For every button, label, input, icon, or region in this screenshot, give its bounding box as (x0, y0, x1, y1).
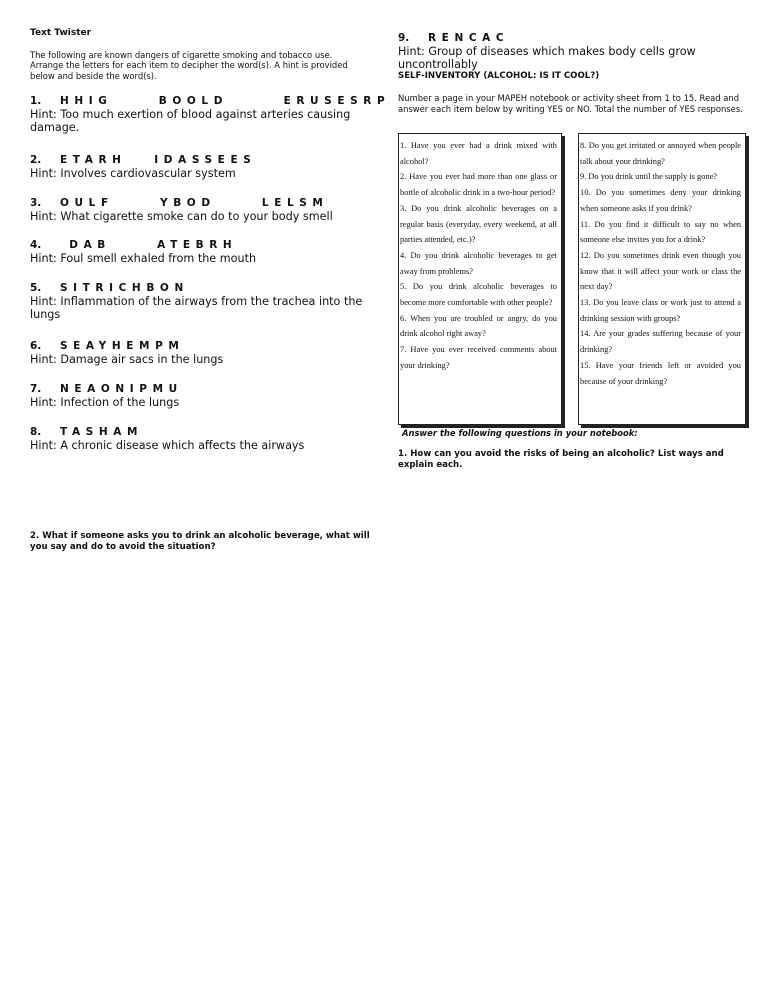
item-number: 9. (398, 32, 410, 44)
inventory-question: 5. Do you drink alcoholic beverages to become more comfortable with other people? (400, 282, 557, 308)
inventory-question: 3. Do you drink alcoholic beverages on a regular basis (everyday, every weekend, at all parties attended, etc.)? (400, 203, 557, 245)
inventory-question: 11. Do you find it difficult to say no when someone else invites you for a drink? (580, 219, 741, 245)
inventory-question: 15. Have your friends left or avoided you because of your drinking? (580, 360, 741, 386)
question-1: 1. How can you avoid the risks of being an alcoholic? List ways and explain each. (398, 449, 724, 470)
puzzle-item-3 (30, 197, 375, 223)
item-number: 1. (30, 95, 42, 107)
item-number: 7. (30, 383, 42, 395)
item-number: 3. (30, 197, 42, 209)
puzzle-item-8 (30, 426, 375, 452)
section-title: Text Twister (30, 28, 92, 38)
item-number: 4. (30, 239, 42, 251)
hint-text: Hint: Group of diseases which makes body cells grow uncontrollably (398, 45, 696, 71)
hint-text: Hint: Too much exertion of blood against arteries causing damage. (30, 108, 351, 134)
hint-text: Hint: Inflammation of the airways from the trachea into the lungs (30, 295, 363, 321)
hint-text: Hint: Involves cardiovascular system (30, 167, 236, 180)
hint-text: Hint: A chronic disease which affects the airways (30, 439, 305, 452)
scrambled-word: TASHAM (60, 426, 143, 438)
puzzle-item-6 (30, 340, 375, 366)
inventory-question: 2. Have you ever had more than one glass or bottle of alcoholic drink in a two-hour period? (400, 172, 557, 198)
scrambled-word: SITRICHBON (60, 282, 189, 294)
item-number: 2. (30, 154, 42, 166)
inventory-question: 14. Are your grades suffering because of your drinking? (580, 329, 741, 355)
puzzle-item-5 (30, 282, 375, 321)
scrambled-word: OULF YBOD LELSM (60, 197, 329, 209)
inventory-questions-left (398, 133, 562, 425)
inventory-question: 7. Have you ever received comments about your drinking? (400, 345, 557, 370)
scrambled-word: HHIG BOOLD ERUSESRP (60, 95, 391, 107)
inventory-question: 13. Do you leave class or work just to attend a drinking session with groups? (580, 298, 741, 323)
puzzle-item-1 (30, 95, 391, 134)
inventory-question: 9. Do you drink until the supply is gone? (580, 172, 718, 182)
inventory-questions-right (578, 133, 746, 425)
puzzle-item-7 (30, 383, 375, 409)
answer-heading: Answer the following questions in your notebook: (402, 428, 638, 438)
inventory-question: 8. Do you get irritated or annoyed when people talk about your drinking? (580, 141, 741, 166)
inventory-instructions: Number a page in your MAPEH notebook or activity sheet from 1 to 15. Read and answer each item below by writing YES or NO. Total the number of YES responses. (398, 93, 743, 114)
inventory-question: 12. Do you sometimes drink even though you know that it will affect your work or class the next day? (580, 250, 741, 292)
inventory-question: 6. When you are troubled or angry, do you drink alcohol right away? (400, 313, 557, 339)
hint-text: Hint: Infection of the lungs (30, 396, 180, 409)
item-number: 8. (30, 426, 42, 438)
item-number: 5. (30, 282, 42, 294)
inventory-question: 1. Have you ever had a drink mixed with alcohol? (400, 141, 557, 166)
scrambled-word: SEAYHEMPM (60, 340, 185, 352)
puzzle-item-2 (30, 154, 375, 180)
question-2: 2. What if someone asks you to drink an alcoholic beverage, what will you say and do to avoid the situation? (30, 531, 370, 552)
puzzle-item-4 (30, 239, 375, 265)
instructions: The following are known dangers of cigarette smoking and tobacco use. Arrange the letters for each item to decipher the word(s). A hint is provided below and beside the word(s). (30, 50, 348, 81)
item-number: 6. (30, 340, 42, 352)
scrambled-word: NEAONIPMU (60, 383, 183, 395)
scrambled-word: ETARH IDASSEES (60, 154, 257, 166)
scrambled-word: DAB ATEBRH (60, 239, 238, 251)
inventory-title: SELF-INVENTORY (ALCOHOL: IS IT COOL?) (398, 71, 600, 81)
inventory-question: 10. Do you sometimes deny your drinking when someone asks if you drink? (580, 188, 741, 213)
hint-text: Hint: What cigarette smoke can do to your body smell (30, 210, 333, 223)
inventory-question: 4. Do you drink alcoholic beverages to get away from problems? (400, 250, 557, 276)
scrambled-word: RENCAC (428, 32, 510, 44)
hint-text: Hint: Foul smell exhaled from the mouth (30, 252, 257, 265)
puzzle-item-9 (398, 32, 748, 71)
hint-text: Hint: Damage air sacs in the lungs (30, 353, 224, 366)
